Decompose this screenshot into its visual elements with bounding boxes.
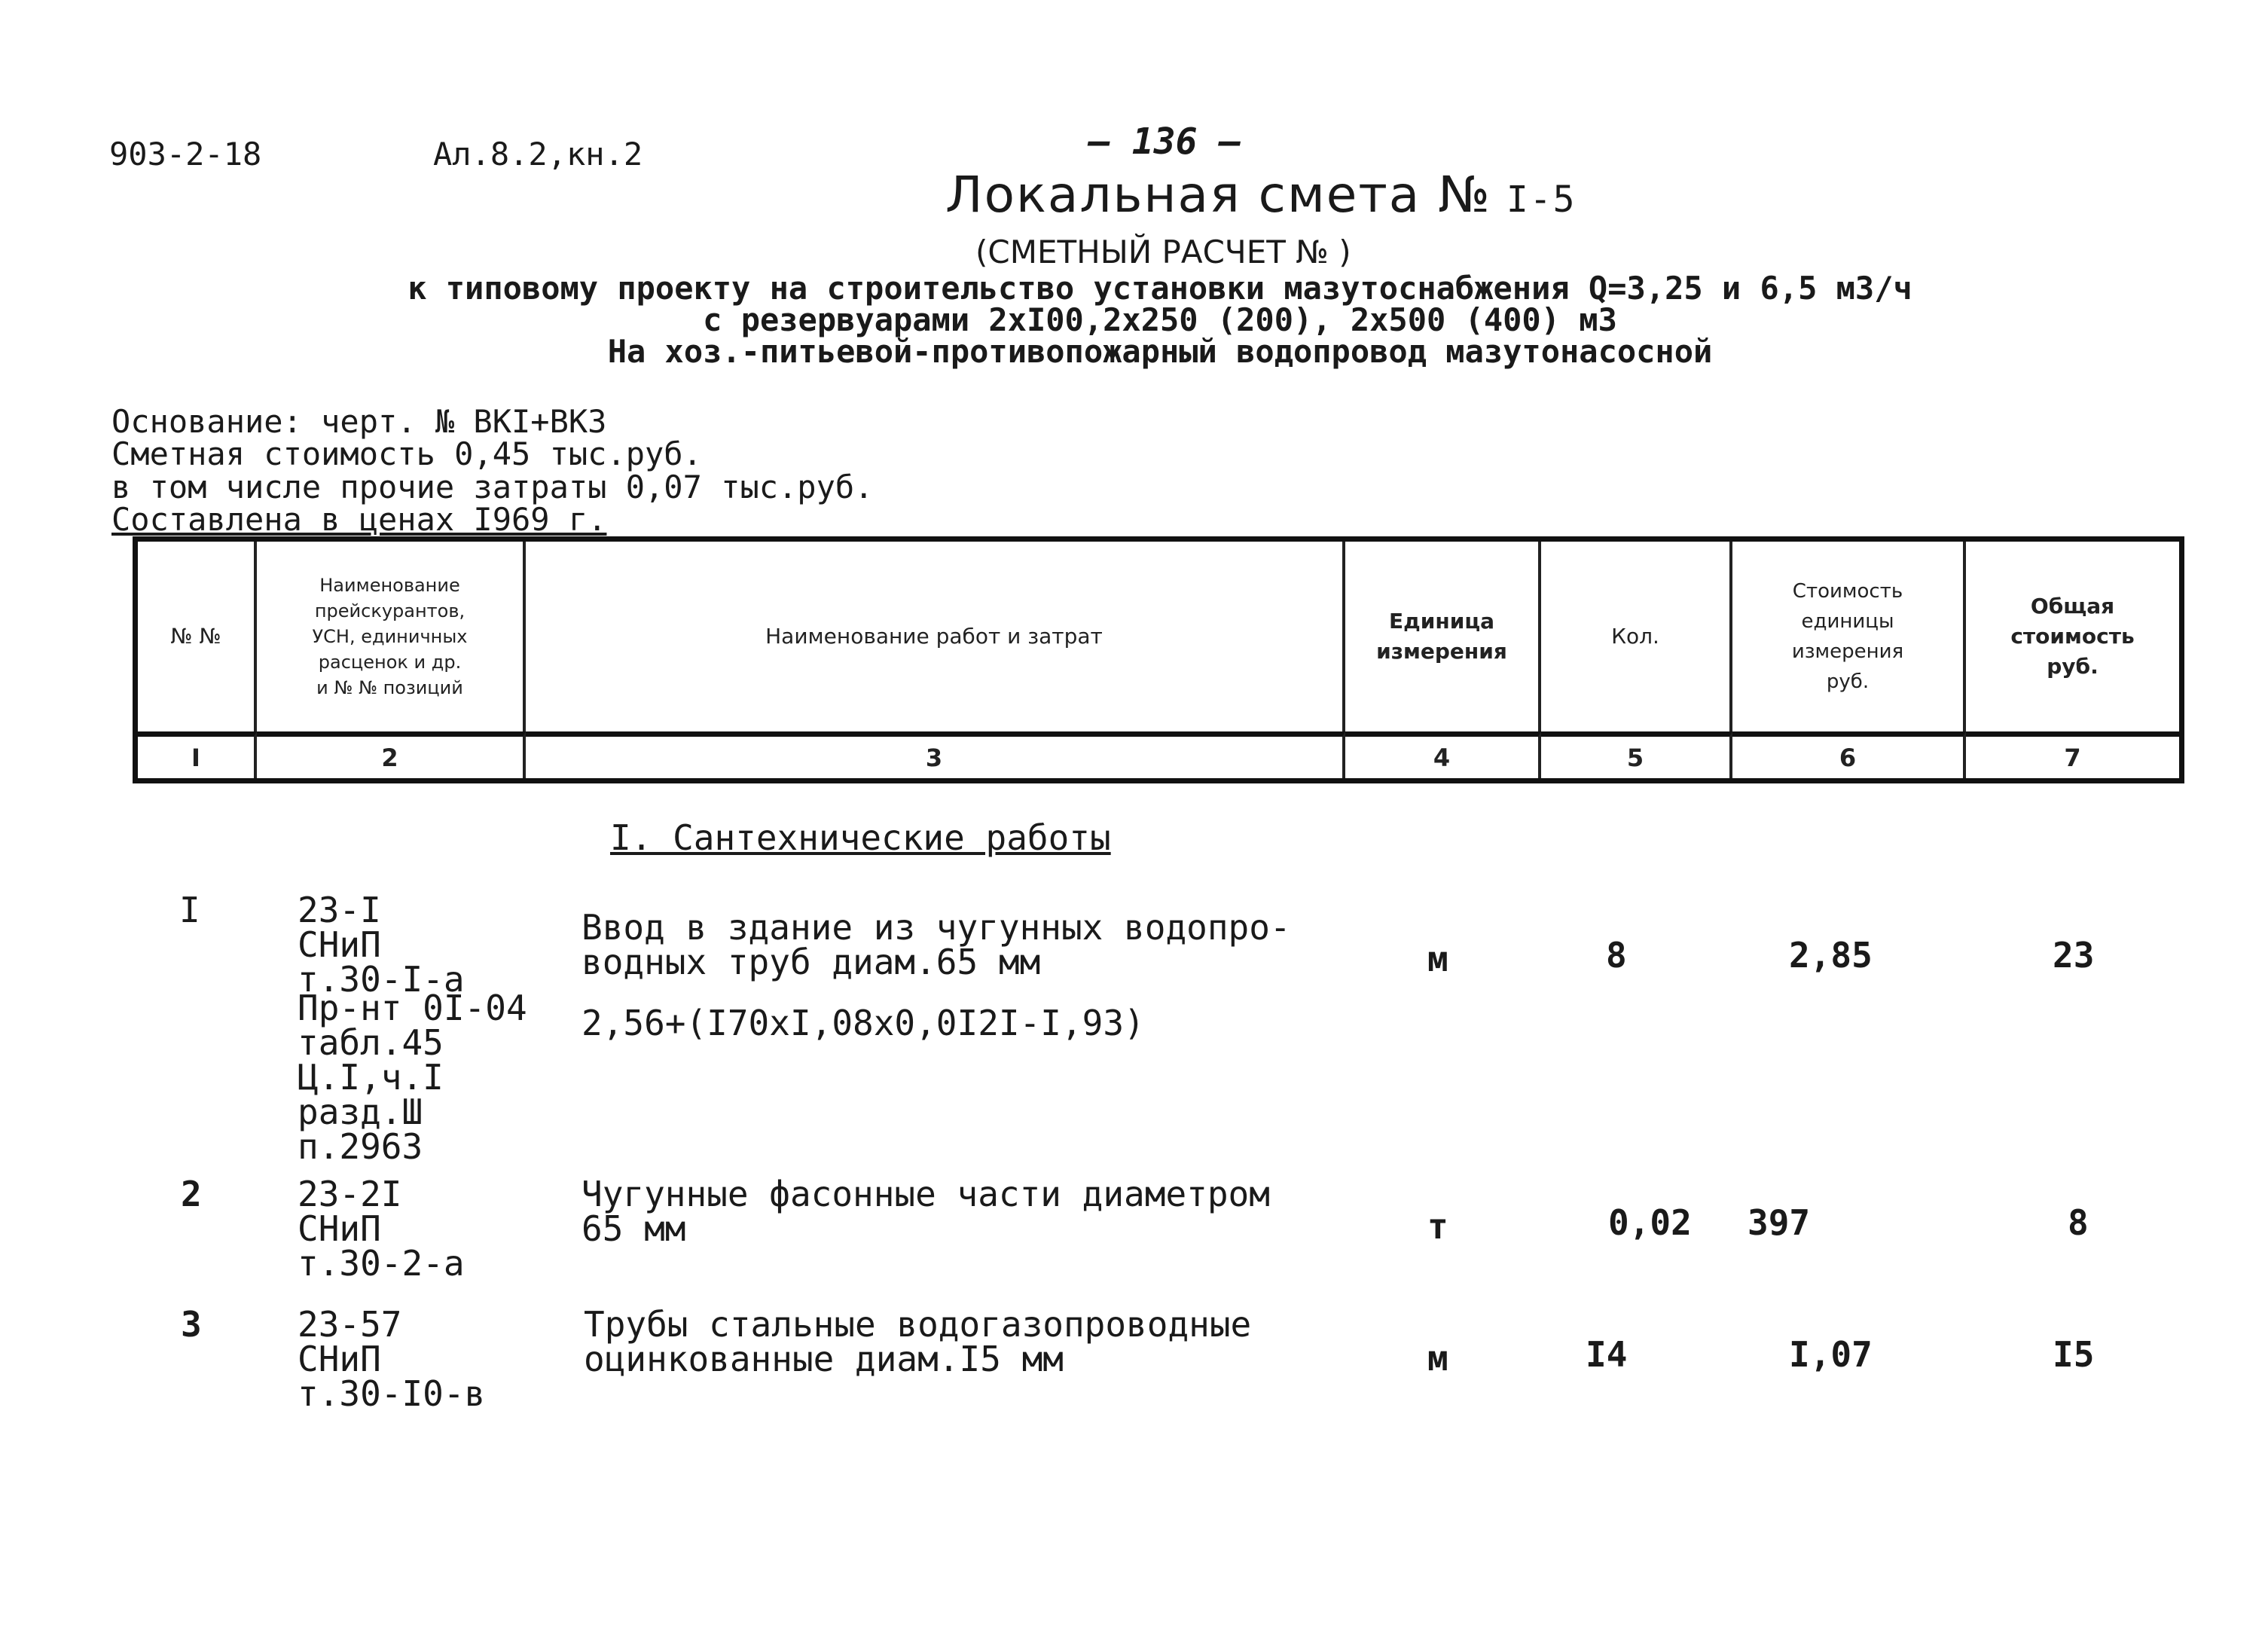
row-2-total: 8 — [2068, 1202, 2089, 1243]
row-3-total: I5 — [2053, 1334, 2095, 1375]
row-2-no: 2 — [181, 1174, 202, 1214]
row-1-no: I — [179, 890, 200, 930]
row-3-code: 23-57 СНиП т.30-I0-в — [298, 1304, 486, 1414]
section-title-text: I. Сантехнические работы — [610, 817, 1111, 858]
column-header-unit: Единица измерения — [1345, 542, 1541, 731]
row-1-unit: м — [1427, 939, 1448, 979]
row-2-name: Чугунные фасонные части диаметром 65 мм — [581, 1174, 1270, 1249]
row-1-total: 23 — [2053, 935, 2095, 976]
row-1-detail-formula: 2,56+(I70хI,08х0,0I2I-I,93) — [581, 1003, 1145, 1043]
basis-drawing: Основание: черт. № ВКI+ВК3 — [111, 403, 607, 440]
row-2-code: 23-2I СНиП т.30-2-а — [298, 1174, 465, 1284]
row-3-unit-cost: I,07 — [1789, 1334, 1873, 1375]
row-1-unit-cost: 2,85 — [1789, 935, 1873, 976]
basis-price-year: Составлена в ценах I969 г. — [111, 501, 607, 538]
estimate-table-header — [133, 536, 2184, 783]
estimate-title — [945, 166, 1577, 224]
column-number-7: 7 — [1966, 731, 2179, 778]
column-header-quantity: Кол. — [1541, 542, 1732, 731]
row-1-name: Ввод в здание из чугунных водопро- водных труб диам.65 мм — [581, 907, 1291, 982]
project-description-line-3: На хоз.-питьевой-противопожарный водопровод мазутонасосной — [607, 333, 1713, 370]
row-3-no: 3 — [181, 1304, 202, 1345]
estimate-number: I-5 — [1506, 179, 1577, 221]
column-header-price-reference: Наименование прейскурантов, УСН, единичных расценок и др. и № № позиций — [257, 542, 526, 731]
row-1-detail-code: Пр-нт 0I-04 табл.45 Ц.I,ч.I разд.Ш п.2963 — [298, 988, 527, 1167]
column-number-4: 4 — [1345, 731, 1541, 778]
column-header-work-name: Наименование работ и затрат — [526, 542, 1345, 731]
column-number-1: I — [138, 731, 257, 778]
row-1-code: 23-I СНиП т.30-I-а — [298, 890, 465, 1000]
project-description-line-2: с резервуарами 2хI00,2х250 (200), 2х500 (400) м3 — [703, 301, 1617, 338]
row-3-name: Трубы стальные водогазопроводные оцинкованные диам.I5 мм — [584, 1304, 1252, 1379]
basis-other-costs: в том числе прочие затраты 0,07 тыс.руб. — [111, 469, 874, 505]
basis-estimated-cost: Сметная стоимость 0,45 тыс.руб. — [111, 435, 702, 472]
row-2-unit-cost: 397 — [1748, 1202, 1811, 1243]
estimate-title-text: Локальная смета № — [945, 166, 1491, 224]
column-number-5: 5 — [1541, 731, 1732, 778]
document-code: 903-2-18 — [109, 136, 262, 173]
estimate-subtitle: (СМЕТНЫЙ РАСЧЕТ № ) — [975, 234, 1351, 270]
column-number-3: 3 — [526, 731, 1345, 778]
page-number: — 136 — — [1088, 121, 1241, 163]
row-2-unit: т — [1427, 1206, 1448, 1247]
column-header-unit-cost: Стоимость единицы измерения руб. — [1732, 542, 1966, 731]
project-description-line-1: к типовому проекту на строительство установки мазутоснабжения Q=3,25 и 6,5 м3/ч — [408, 270, 1912, 307]
column-number-6: 6 — [1732, 731, 1966, 778]
column-number-2: 2 — [257, 731, 526, 778]
section-title — [610, 817, 1111, 858]
row-3-unit: м — [1427, 1338, 1448, 1379]
column-header-total-cost: Общая стоимость руб. — [2010, 594, 2135, 679]
row-1-qty: 8 — [1606, 935, 1627, 976]
album-reference: Ал.8.2,кн.2 — [433, 136, 643, 173]
row-2-qty: 0,02 — [1608, 1202, 1692, 1243]
column-header-no: № № — [138, 542, 257, 731]
row-3-qty: I4 — [1586, 1334, 1628, 1375]
